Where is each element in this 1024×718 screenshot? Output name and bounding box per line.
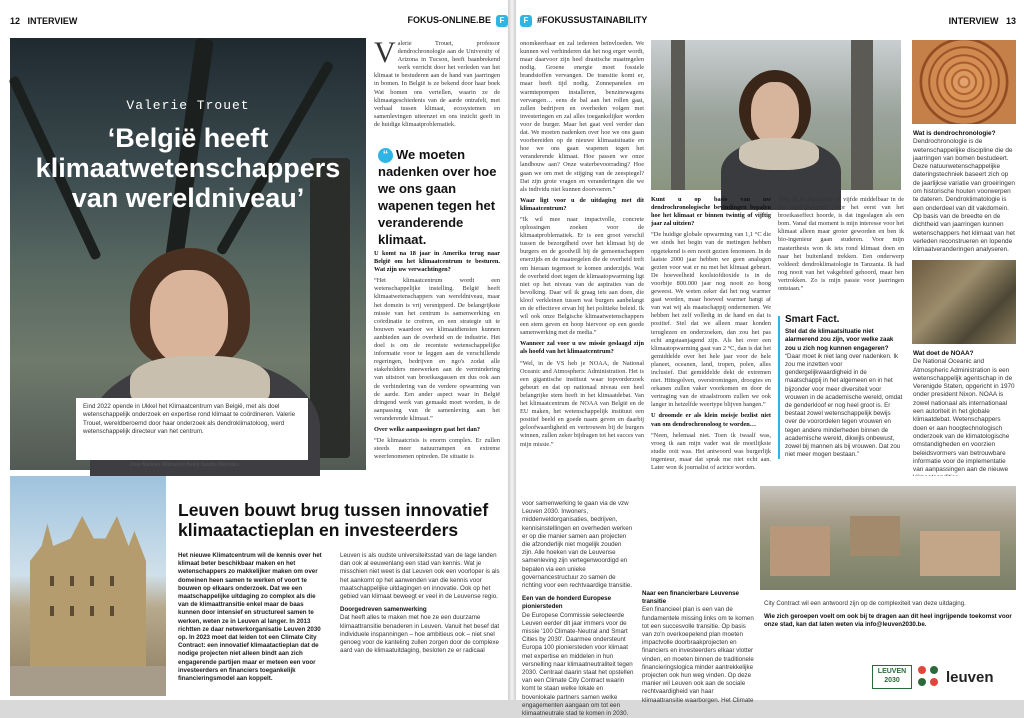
advertorial-subheading: Naar een financierbare Leuvense transitie (642, 590, 739, 606)
interview-question: Over welke aanpassingen gaat het dan? (374, 425, 481, 433)
window (70, 576, 74, 586)
townhall-building (30, 516, 146, 666)
interview-answer: “Ik wil mee naar impactvolle, concrete oplossingen zoeken voor de klimaatproblematiek. Er is een groot verschil tussen de bezorgdheid over het klimaat bij de burgers en de goodwill bij de gemeenschappen enerzijds en de maatregelen die de overheid treft om hieraan tegemoet te komen anderzijds. Wat de overheid doet tegen de klimaatopwarming ligt niet op het niveau van de aspiraties van de bevolking. Daar wil ik graag iets aan doen, die kloof verkleinen tussen wat burgers aanbelangt en de effectieve ervan bij het politieke beleid. Ik wil ook onze Belgische klimaatwetenschappers een stem geven en hoop hiervoor op een goede samenwerking met de media.” (520, 215, 644, 337)
portrait-face (150, 270, 228, 365)
window (50, 576, 54, 586)
interview-answer: onomkeerbaar en zal iedereen beïnvloeden. We kunnen wel verhinderen dat het nog erger wordt, maar daarvoor zijn heel drastische maatregelen nodig. Groene energie moet fossiele brandstoffen vervangen. De transitie komt er, maar heeft tijd nodig. Zonnepanelen en warmtepompen installeren, benzinewagens vervangen… eens de bal aan het rollen gaat, zullen bedrijven en overheden volgen met investeringen en zal alles toegankelijker worden voor de burger. Maar het gaat veel verder dan dat. We moeten nadenken over hoe we ons gaan voorbereiden op de nieuwe klimaatsituatie en hoe we ons gaan wapenen tegen het veranderende klimaat. Hoe passen we onze landbouw aan? Onze waterbevoorrading? Hoe gaan we om met de stijging van de zeespiegel? Dat zijn grote vragen en veranderingen die we als individu niet kunnen doorvoeren.” (520, 40, 644, 193)
window (90, 576, 94, 586)
sidebar-answer: De National Oceanic and Atmospheric Administration is een wetenschappelijk agentschap in de Verenigde Staten, opgericht in 1970 onder president Nixon. NOAA is zowel nationaal als internationaal een autoriteit in het globale klimaatdebat. Wetenschappers doen er aan hoogtechnologisch onderzoek van de klimatologische omstandigheden en voorzien beleidsvormers van betrouwbare informatie voor de implementatie van aanpassingen aan de nieuwe (913, 358, 1015, 474)
quote-icon: “ (378, 148, 393, 163)
pull-quote (378, 146, 498, 248)
advertorial-lead: Het nieuwe Klimatcentrum wil de kennis over het klimaat beter beschikbaar maken en het wetenschappers zo makkelijker maken om over domeinen heen samen te werken of voort te bouwen op elkaars onderzoek. Dat we een maatschappelijke uitdaging zo complex als die van de klimaattransitie enkel maar de baas kunnen door intensief en structureel samen te werken, weten ze in Leuven al langer. In 2013 richtten ze daar netwerkorganisatie Leuven 2030 op. In 2023 moet dat leiden tot een Climate City Contract: een innovatief klimaatactieplan dat de nodige projecten niet alleen bindt aan zich engagerende partijen maar er meteen een voor investeerders en financiers toegankelijk financieringsmodel aan koppelt. (178, 552, 322, 683)
right-page-header (520, 14, 1016, 28)
interview-answer: “Neen, helemaal niet. Toen ik twaalf was, vroeg ik aan mijn vader wat de moeilijkste studie ooit was. Het antwoord was burgerlijk ingenieur, maar dat sprak me niet echt aan. Later won ik journalist of actrice worden. (651, 431, 771, 471)
window (50, 606, 54, 616)
advertorial-paragraph: City Contract wil een antwoord zijn op de complexiteit van deze uitdaging. (764, 600, 966, 607)
window (70, 606, 74, 616)
tree-trunk (671, 40, 685, 190)
interview-answer: Toen ik in het vierde of vijfde middelbaar in de les aardrijkskunde voor het eerst van het broeikaseffect hoorde, is dat ingeslagen als een bom. Vanaf dat moment is mijn interesse voor het klimaat alleen maar groter geworden en ben ik bio-ingenieur gaan studeren. Voor mijn masterthesis won ik iets rond klimaat doen en naar het buitenland trekken. Een onderwerp voldeed: dendroklimatologie in Tanzania. Ik had nog nooit van het vakgebied gehoord, maar ben vertrokken. Zo is mijn passie voor jaarringen ontstaan.” (778, 196, 904, 293)
interview-question: Kunt u op basis van uw dendrochronologische bevindingen bepalen hoe het klimaat er binnen twintig of vijftig jaar zal uitzien? (651, 196, 771, 228)
article-column-intro (374, 36, 500, 144)
left-page-header (10, 14, 508, 28)
advertorial-subheading: Doorgedreven samenwerking (340, 606, 427, 614)
leuven-aerial-photo (760, 486, 1016, 590)
page-gutter (508, 0, 516, 700)
advertorial-column-5 (764, 600, 1014, 630)
article-column-c (651, 196, 771, 472)
right-page-number: 13 (1005, 16, 1016, 26)
advertorial-paragraph: voor samenwerking te gaan via de vzw Leuven 2030. Inwoners, middenveldorganisaties, bedrijven, kennisinstellingen en overheden werken er op die manier samen aan projecten die afzonderlijk niet mogelijk zouden zijn. Alle hoeken van de Leuvense samenleving zijn vertegenwoordigd en bepalen via een unieke governancestructuur zo samen de richting voor een rechtvaardige transitie. (522, 500, 633, 590)
advertorial-paragraph: Een financieel plan is een van de fundamentele missing links om te komen tot een succesvolle transitie. Op basis van zo'n overkoepelend plan moeten impactvolle doorbraakprojecten en financiers en investeerders elkaar vlotter vinden, en moeten binnen de traditionele financieringslogica minder aantrekkelijke projecten ook hun weg vinden. Op deze manier wil Leuven ook aan de sociale rechtvaardigheid van haar klimaattransitie waarborgen. Het Climate (642, 606, 754, 704)
forest-image (912, 260, 1016, 344)
advertorial-column-3 (522, 500, 634, 718)
interview-question: Waar ligt voor u de uitdaging met dit klimaatcentrum? (520, 196, 644, 212)
interview-question: U komt na 18 jaar in Amerika terug naar België om het klimaatcentrum te besturen. Wat zijn uw verwachtingen? (374, 250, 500, 274)
building (920, 531, 1000, 576)
advertorial-headline: Leuven bouwt brug tussen innovatief klimaatactieplan en investeerders (178, 500, 489, 540)
building (850, 516, 900, 556)
smart-fact-question: Stel dat de klimaatsituatie niet alarmerend zou zijn, voor welke zaak zou u zich nog kunnen engageren? (785, 328, 894, 352)
interviewee-name: Valerie Trouet (126, 98, 250, 113)
building (770, 526, 830, 576)
tree-rings-image (912, 40, 1016, 124)
leuven-logo: leuven (946, 668, 994, 686)
right-hashtag-label: #FOKUSSUSTAINABILITY (537, 15, 648, 25)
fokus-badge-icon: F (496, 15, 508, 27)
advertorial-paragraph: Dat heeft alles te maken met hoe ze een duurzame klimaattransitie benaderen in Leuven. Vanuit het besef dat individuele inspanningen – hoe ambitieus ook – niet snel genoeg voor de kanteling zullen zorgen door de complexe aard van de klimaatuitdaging, besloten ze er radicaal (340, 614, 500, 655)
leuven-mark-icon (918, 666, 940, 688)
intro-caption: Eind 2022 opende in Ukkel het Klimaatcentrum van België, met als doel wetenschappelijk onderzoek en expertise rond klimaat te coördineren. Valerie Trouet, wereldberoemd door haar onderzoek als dendroklimatoloog, werd wetenschappelijk directeur van het centrum. (76, 398, 308, 460)
interview-question: U droomde er als klein meisje bezlist niet van om dendrochronoloog te worden… (651, 412, 771, 428)
tree-trunk (851, 40, 873, 190)
portrait-face (751, 82, 799, 144)
article-headline: ‘België heeft klimaatwetenschappers van wereldniveau’ (35, 123, 341, 213)
portrait-photo-small (651, 40, 901, 190)
sidebar-answer: Dendrochronologie is de wetenschappelijke discipline die de jaarringen van bomen bestudeert. Deze natuurwetenschappelijke dateringstechniek baseert zich op de jaarlijkse variatie van groeiringen om historische houten voorwerpen te dateren. Dendroklimatologie is een onderdeel van dit vakdomein. Op basis van de breedte en de dichtheid van jaarringen kunnen wetenschappers het klimaat van het verleden reconstrueren en lopende klimaatveranderingen analyseren. (913, 138, 1015, 254)
leuven2030-logo: LEUVEN 2030 (872, 665, 912, 689)
sidebar-question: Wat is dendrochronologie? (913, 130, 996, 137)
smart-fact-box (778, 316, 904, 459)
left-site-label: FOKUS-ONLINE.BE (407, 15, 491, 25)
advertorial-paragraph: De Europese Commissie selecteerde Leuven eerder dit jaar immers voor de missie '100 Climate-Neutral and Smart Cities by 2030'. Daarmee ondersteunt Europa 100 pioniersteden voor klimaat met expertise en middelen in hun versnelling naar klimaatneutraliteit tegen 2030. Centraal daarin staat het opstellen van een Climate City Contract waarin komt te staan welke lokale en bovenlokale partners samen welke engagementen aangaan om tot een klimaatneutrale stad te komen in 2030. (522, 611, 634, 718)
sidebar-dendrochronology (913, 130, 1016, 254)
window (110, 606, 114, 616)
advertorial-column-4 (642, 590, 754, 705)
article-credits: Door Marleen Walravens Beeld Sandra Mermans (130, 462, 240, 468)
partner-logos (872, 664, 1012, 690)
intro-paragraph: alerie Trouet, professor dendrochronologie aan de University of Arizona in Tucson, heeft baanbrekend werk verricht door het verleden van het klimaat te bestuderen aan de hand van jaarringen in bomen. In België is ze bekend door haar boek Wat bomen ons vertellen, waarin ze de klimaatgeschiedenis van de aarde ontrafelt, met verhaal tussen klimaat, ecosystemen en samenlevingen uiteenzet en ons inzicht geeft in de huidige klimaatproblematiek. (374, 40, 500, 128)
sidebar-question: Wat doet de NOAA? (913, 350, 974, 357)
smart-fact-answer: “Daar moet ik niet lang over nadenken. Ik zou me inzetten voor gendergelijkwaardigheid in de maatschappij in het algemeen en in het bijzonder voor meer diversiteit voor vrouwen in de academische wereld, omdat de genderkloof er nog heel groot is. Er bestaat zowel wetenschappelijk bewijs over de voorordelen tegen vrouwen en tegen andere minderheden binnen de academische wereld, dikwijls onbewust, zowel bij mannen als bij vrouwen. Dat zou niet meer mogen bestaan.” (785, 352, 903, 459)
dropcap-letter: V (374, 36, 396, 69)
fokus-badge-icon: F (520, 15, 532, 27)
advertorial-call-to-action: Wie zich geroepen voelt om ook bij te dragen aan dit heel ingrijpende toekomst voor onze stad, kan dat laten weten via info@leuven2030.be. (764, 613, 1012, 629)
leuven-townhall-photo (10, 476, 166, 696)
interview-answer: “Wel, in de VS heb je NOAA, de National Oceanic and Atmospheric Administration. Het is een gigantische instituut waar topvorderzoek gebeurt en dat op nationaal niveau een heel belangrijke stem heeft in het klimaatdebat. Van het klimaatcentrum de NOAA van België en de EU maken, het wetenschappelijk instituut een positief beeld en goede naam geven en daarbij geloofwaardigheid en vertrouwen bij de burgers winnen, zullen zeker bijdragen tot het succes van mijn missie.” (520, 359, 644, 448)
article-column-a (374, 250, 500, 472)
sidebar-noaa (913, 350, 1016, 483)
window (110, 576, 114, 586)
window (90, 606, 94, 616)
advertorial-subheading: Een van de honderd Europese pioniersteden (522, 595, 612, 611)
advertorial-column-2 (340, 552, 500, 655)
advertorial-paragraph: Leuven is als oudste universiteitsstad van de lage landen dan ook al eeuwenlang een stad van kennis. Wat je misschien niet weet is dat Leuven ook een voorloper is als het aankomt op het aanwenden van die kennis voor maatschappelijke uitdagingen en innovatie. Ook op het gebied van klimaat beweegt er veel in de Leuvense regio. (340, 552, 500, 601)
article-column-d (778, 196, 904, 308)
interview-question: Wanneer zal voor u uw missie geslaagd zijn als hoofd van het klimaatcentrum? (520, 340, 644, 356)
interview-answer: “De klimaatcrisis is enorm complex. Er zullen steeds meer natuurrampen en extreme weerfenomenen optreden. De situatie is (374, 437, 500, 461)
left-section-label: INTERVIEW (27, 16, 78, 26)
market-square (10, 666, 166, 696)
right-section-label: INTERVIEW (948, 16, 999, 26)
interview-answer: “Het klimaatcentrum wordt een wetenschappelijke instelling. België heeft klimaatwetenschappers van wereldniveau, maar het domein is vrij versnipperd. De belangrijkste missie van het centrum is samenwerking en coördinatie te creëren, en een strategie uit te bouwen waardoor we klimaatdiensten kunnen aanbieden aan de overheid en de industrie. Het doel is om de recentste wetenschappelijke informatie voor te leggen aan de verschillende regeringen, bedrijven en ngo's zodat alle stakeholders meewerken aan de vermindering van uitstoot van broeikasgassen en dus ook aan de verhindering van de verdere opwarming van de aarde. Een ander aspect waar in België dringend werk van gemaakt moet worden, is de aanpassing van de samenleving aan het veranderende klimaat.” (374, 277, 500, 422)
smart-fact-title: Smart Fact. (785, 314, 840, 325)
pull-quote-text: We moeten nadenken over hoe we ons gaan wapenen tegen het veranderende klimaat. (378, 147, 497, 247)
article-column-b (520, 40, 644, 472)
left-page-number: 12 (10, 16, 21, 26)
portrait-scarf (739, 138, 819, 170)
interview-answer: “De huidige globale opwarming van 1,1 °C die we sinds het begin van de metingen hebben opgetekend is een nooit gezien fenomeen. In de laatste 2000 jaar hebben we geen analogen gezien voor wat er nu met het klimaat gebeurt. De hoeveelheid koolstofdioxide is in de voorbije 800.000 jaar nog nooit zo hoog geweest. We weten zeker dat het nog warmer gaat worden, maar hoeveel warmer hangt af van wat wij als maatschappij ondernemen. We hebben het zelf volledig in de hand en dat is positief. Stel dat we alleen maar konden teruglezen en onderzoeken, dan zou het pas echt angstaanjagend zijn. Als het over een klimaatopwarming gaat van 2 °C, dan is dat het gemiddelde over het hele jaar voor de hele planeet, oceanen, land, tropen, polen, alles inclusief. Dat gemiddelde dekt de extremen niet. Hittegolven, overstromingen, droogtes en orkanen zullen vaker voorkomen en door de vertraging van de straalstroom zullen we ook langer in hetzelfde weertype blijven hangen.” (651, 231, 771, 409)
